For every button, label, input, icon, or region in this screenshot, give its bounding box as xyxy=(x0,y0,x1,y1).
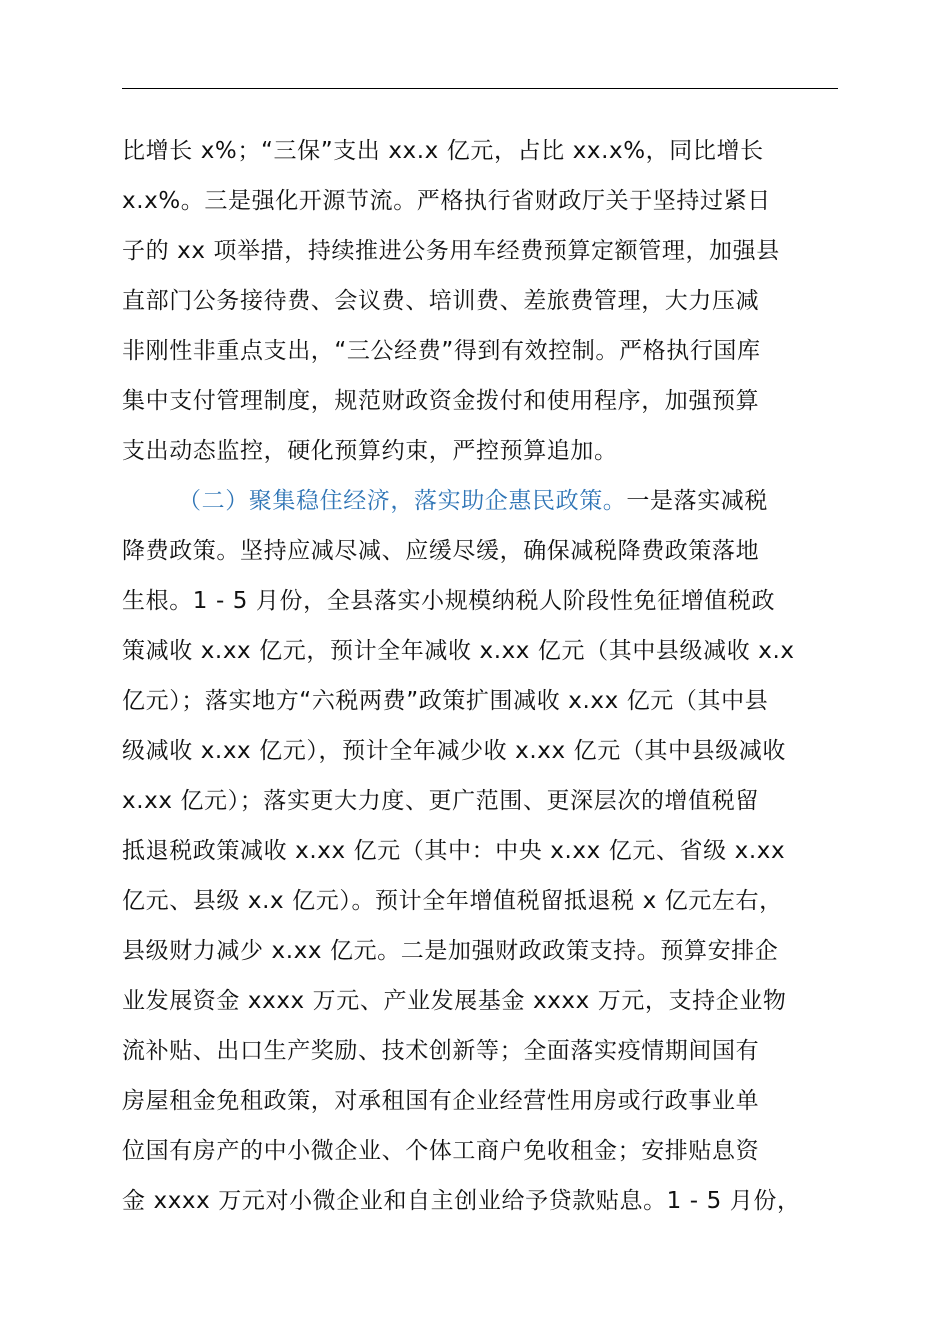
text-line: 亿元）；落实地方“六税两费”政策扩围减收 x.xx 亿元（其中县 xyxy=(122,688,769,714)
text-line: 级减收 x.xx 亿元），预计全年减少收 x.xx 亿元（其中县级减收 xyxy=(122,738,787,764)
paragraph-2 xyxy=(122,476,838,1226)
text-line: x.xx 亿元）；落实更大力度、更广范围、更深层次的增值税留 xyxy=(122,788,759,814)
text-line: 房屋租金免租政策，对承租国有企业经营性用房或行政事业单 xyxy=(122,1088,760,1114)
text-line: 金 xxxx 万元对小微企业和自主创业给予贷款贴息。1 - 5 月份， xyxy=(122,1188,801,1214)
text-line: 抵退税政策减收 x.xx 亿元（其中：中央 x.xx 亿元、省级 x.xx xyxy=(122,838,786,864)
text-line: 生根。1 - 5 月份，全县落实小规模纳税人阶段性免征增值税政 xyxy=(122,588,776,614)
text-line: 策减收 x.xx 亿元，预计全年减收 x.xx 亿元（其中县级减收 x.x xyxy=(122,638,795,664)
text-line: 直部门公务接待费、会议费、培训费、差旅费管理，大力压减 xyxy=(122,288,760,314)
text-line: 集中支付管理制度，规范财政资金拨付和使用程序，加强预算 xyxy=(122,388,760,414)
text-line: 支出动态监控，硬化预算约束，严控预算追加。 xyxy=(122,438,618,464)
section-heading: （二）聚集稳住经济，落实助企惠民政策。 xyxy=(178,488,627,514)
text-line: 位国有房产的中小微企业、个体工商户免收租金；安排贴息资 xyxy=(122,1138,760,1164)
document-body xyxy=(122,126,838,1226)
text-line: 流补贴、出口生产奖励、技术创新等；全面落实疫情期间国有 xyxy=(122,1038,760,1064)
paragraph-1 xyxy=(122,126,838,476)
text-line: 比增长 x%；“三保”支出 xx.x 亿元，占比 xx.x%，同比增长 xyxy=(122,138,764,164)
header-rule xyxy=(122,88,838,89)
text-line: 非刚性非重点支出，“三公经费”得到有效控制。严格执行国库 xyxy=(122,338,761,364)
paragraph-2-first-line xyxy=(122,476,838,526)
text-line: 子的 xx 项举措，持续推进公务用车经费预算定额管理，加强县 xyxy=(122,238,780,264)
text-line: 业发展资金 xxxx 万元、产业发展基金 xxxx 万元，支持企业物 xyxy=(122,988,787,1014)
text-line: x.x%。三是强化开源节流。严格执行省财政厅关于坚持过紧日 xyxy=(122,188,771,214)
first-line-rest: 一是落实减税 xyxy=(626,488,769,514)
text-line: 亿元、县级 x.x 亿元）。预计全年增值税留抵退税 x 亿元左右， xyxy=(122,888,783,914)
text-line: 县级财力减少 x.xx 亿元。二是加强财政政策支持。预算安排企 xyxy=(122,938,779,964)
text-line: 降费政策。坚持应减尽减、应缓尽缓，确保减税降费政策落地 xyxy=(122,538,760,564)
